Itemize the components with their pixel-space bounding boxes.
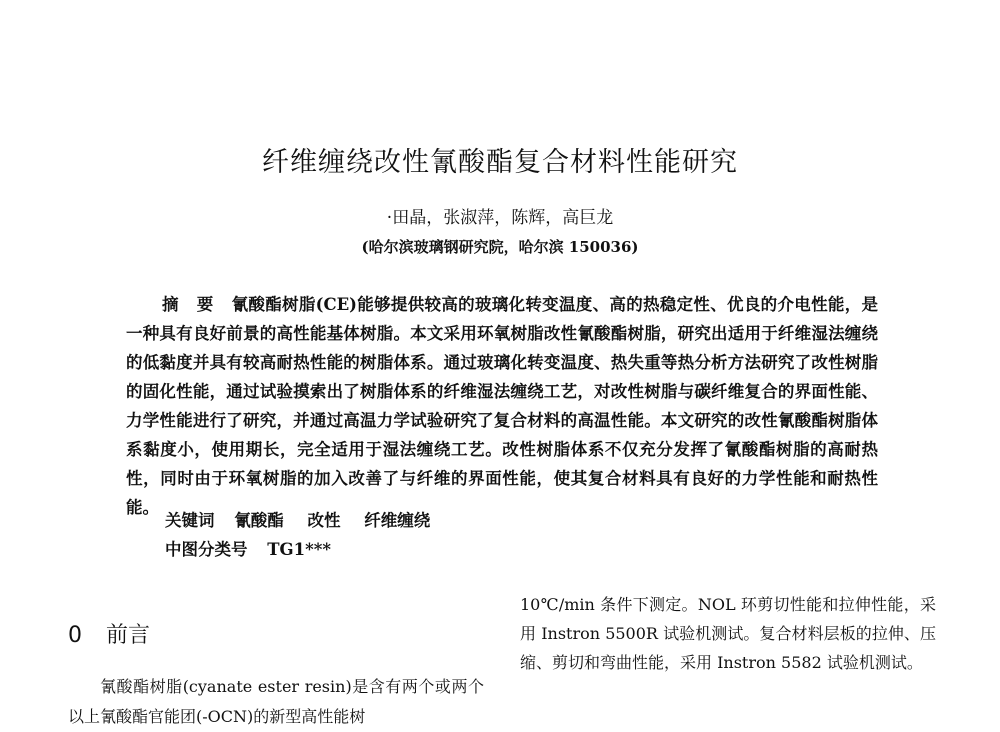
- author-list: ·田晶，张淑萍，陈辉，高巨龙: [386, 208, 614, 228]
- section-heading: [68, 618, 150, 649]
- section-title: 前言: [106, 623, 151, 648]
- keywords-row: [165, 507, 448, 531]
- abstract-label: 摘要: [162, 295, 232, 314]
- classification-value: TG1***: [267, 540, 331, 559]
- keywords-label: 关键词: [165, 511, 215, 530]
- section-number: 0: [68, 623, 82, 648]
- right-column-paragraph: 10℃/min 条件下测定。NOL 环剪切性能和拉伸性能，采用 Instron 5500R 试验机测试。复合材料层板的拉伸、压缩、剪切和弯曲性能，采用 Instron 5582 试验机测试。: [520, 595, 936, 672]
- keyword-item: 氰酸酯: [234, 511, 284, 530]
- paper-title: 纤维缠绕改性氰酸酯复合材料性能研究: [262, 147, 738, 178]
- keyword-item: 纤维缠绕: [364, 511, 431, 530]
- keyword-item: 改性: [307, 511, 341, 530]
- abstract-block: [126, 290, 878, 522]
- abstract-text: 氰酸酯树脂(CE)能够提供较高的玻璃化转变温度、高的热稳定性、优良的介电性能，是一种具有良好前景的高性能基体树脂。本文采用环氧树脂改性氰酸酯树脂，研究出适用于纤维湿法缠绕的低黏度并具有较高耐热性能的树脂体系。通过玻璃化转变温度、热失重等热分析方法研究了改性树脂的固化性能，通过试验摸索出了树脂体系的纤维湿法缠绕工艺，对改性树脂与碳纤维复合的界面性能、力学性能进行了研究，并通过高温力学试验研究了复合材料的高温性能。本文研究的改性氰酸酯树脂体系黏度小，使用期长，完全适用于湿法缠绕工艺。改性树脂体系不仅充分发挥了氰酸酯树脂的高耐热性，同时由于环氧树脂的加入改善了与纤维的界面性能，使其复合材料具有良好的力学性能和耐热性能。: [126, 295, 879, 517]
- left-column-paragraph: 氰酸酯树脂(cyanate ester resin)是含有两个或两个以上氰酸酯官能团(-OCN)的新型高性能树: [68, 677, 484, 726]
- affiliation: (哈尔滨玻璃钢研究院，哈尔滨 150036): [361, 238, 639, 256]
- classification-label: 中图分类号: [165, 540, 248, 559]
- classification-row: [165, 536, 331, 560]
